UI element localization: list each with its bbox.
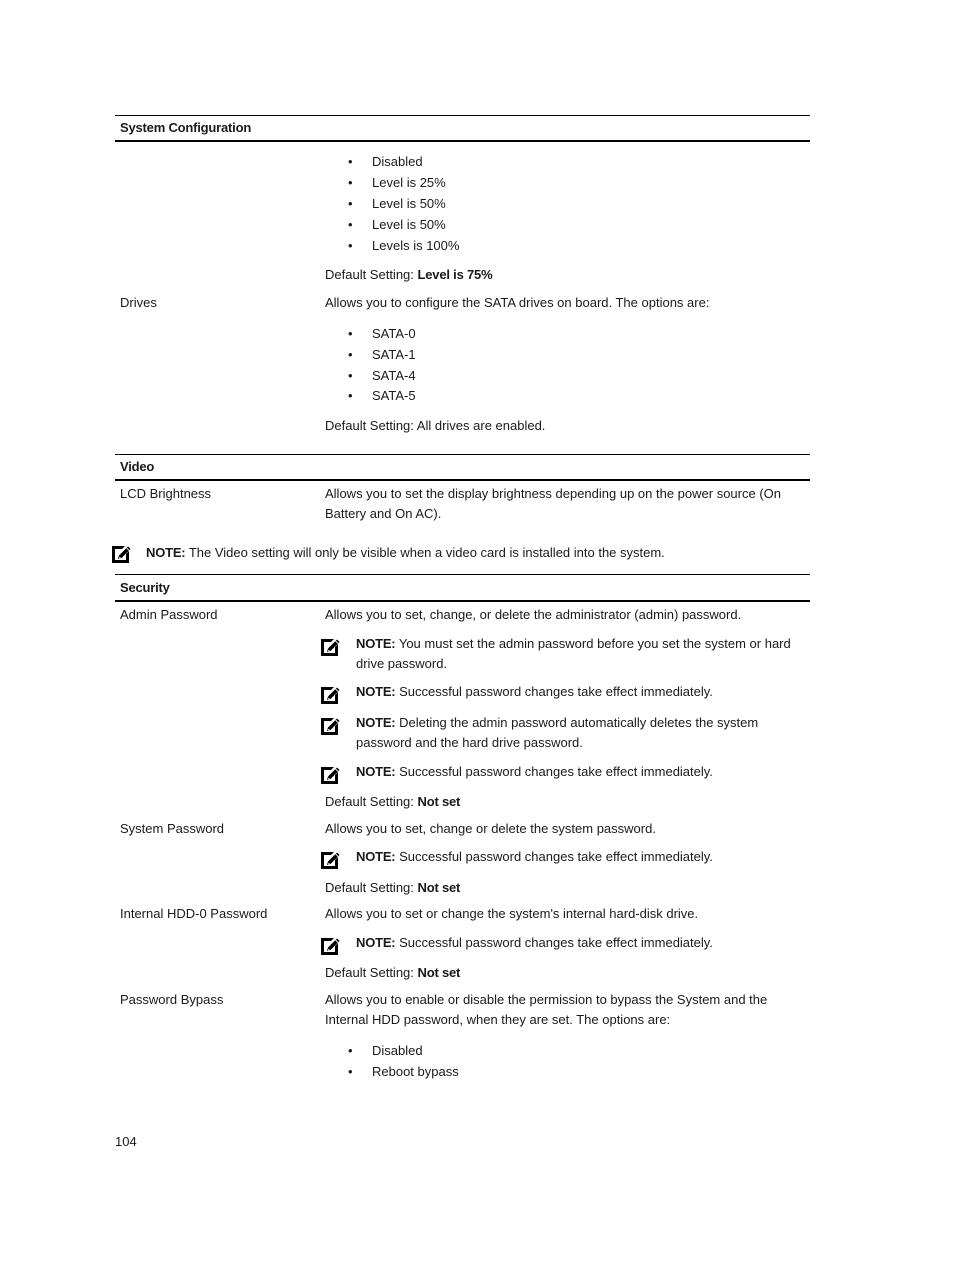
note-video: NOTE: The Video setting will only be visible when a video card is installed into the system.	[146, 545, 665, 560]
row-description-password-bypass: Allows you to enable or disable the permission to bypass the System and the Internal HDD password, when they are set. The options are:	[325, 992, 768, 1027]
row-description-admin-password: Allows you to set, change, or delete the administrator (admin) password.	[325, 607, 742, 622]
note-system-password: NOTE: Successful password changes take effect immediately.	[356, 849, 713, 864]
row-label-lcd-brightness: LCD Brightness	[120, 486, 212, 501]
note-pencil-icon	[320, 851, 341, 870]
row-label-system-password: System Password	[120, 821, 225, 836]
default-setting: Default Setting: Not set	[325, 794, 461, 809]
row-label-admin-password: Admin Password	[120, 607, 218, 622]
section-heading-system-configuration: System Configuration	[120, 120, 252, 135]
row-description-lcd-brightness: Allows you to set the display brightness depending up on the power source (On Battery and On AC).	[325, 486, 781, 521]
note-admin-password: NOTE: Successful password changes take effect immediately.	[356, 684, 713, 699]
row-description-drives: Allows you to configure the SATA drives on board. The options are:	[325, 295, 710, 310]
row-label-password-bypass: Password Bypass	[120, 992, 224, 1007]
note-pencil-icon	[320, 937, 341, 956]
default-setting: Default Setting: All drives are enabled.	[325, 418, 546, 433]
row-label-internal-hdd0-password: Internal HDD-0 Password	[120, 906, 268, 921]
note-admin-password: NOTE: Deleting the admin password automatically deletes the system password and the hard drive password.	[356, 715, 759, 750]
table-top-rule	[115, 115, 810, 116]
page-number: 104	[115, 1134, 137, 1149]
note-pencil-icon	[320, 686, 341, 705]
default-setting: Default Setting: Not set	[325, 880, 461, 895]
note-admin-password: NOTE: Successful password changes take effect immediately.	[356, 764, 713, 779]
table-top-rule	[115, 574, 810, 575]
row-label-drives: Drives	[120, 295, 157, 310]
note-pencil-icon	[320, 766, 341, 785]
row-description-internal-hdd0-password: Allows you to set or change the system's internal hard-disk drive.	[325, 906, 699, 921]
section-heading-rule	[115, 140, 810, 142]
default-setting: Default Setting: Not set	[325, 965, 461, 980]
note-pencil-icon	[320, 717, 341, 736]
note-pencil-icon	[320, 638, 341, 657]
section-heading-rule	[115, 600, 810, 602]
table-top-rule	[115, 454, 810, 455]
section-heading-security: Security	[120, 580, 170, 595]
note-pencil-icon	[111, 545, 132, 564]
row-description-system-password: Allows you to set, change or delete the system password.	[325, 821, 656, 836]
section-heading-video: Video	[120, 459, 155, 474]
note-internal-hdd0-password: NOTE: Successful password changes take effect immediately.	[356, 935, 713, 950]
section-heading-rule	[115, 479, 810, 481]
note-admin-password: NOTE: You must set the admin password before you set the system or hard drive password.	[356, 636, 791, 671]
default-setting: Default Setting: Level is 75%	[325, 267, 493, 282]
